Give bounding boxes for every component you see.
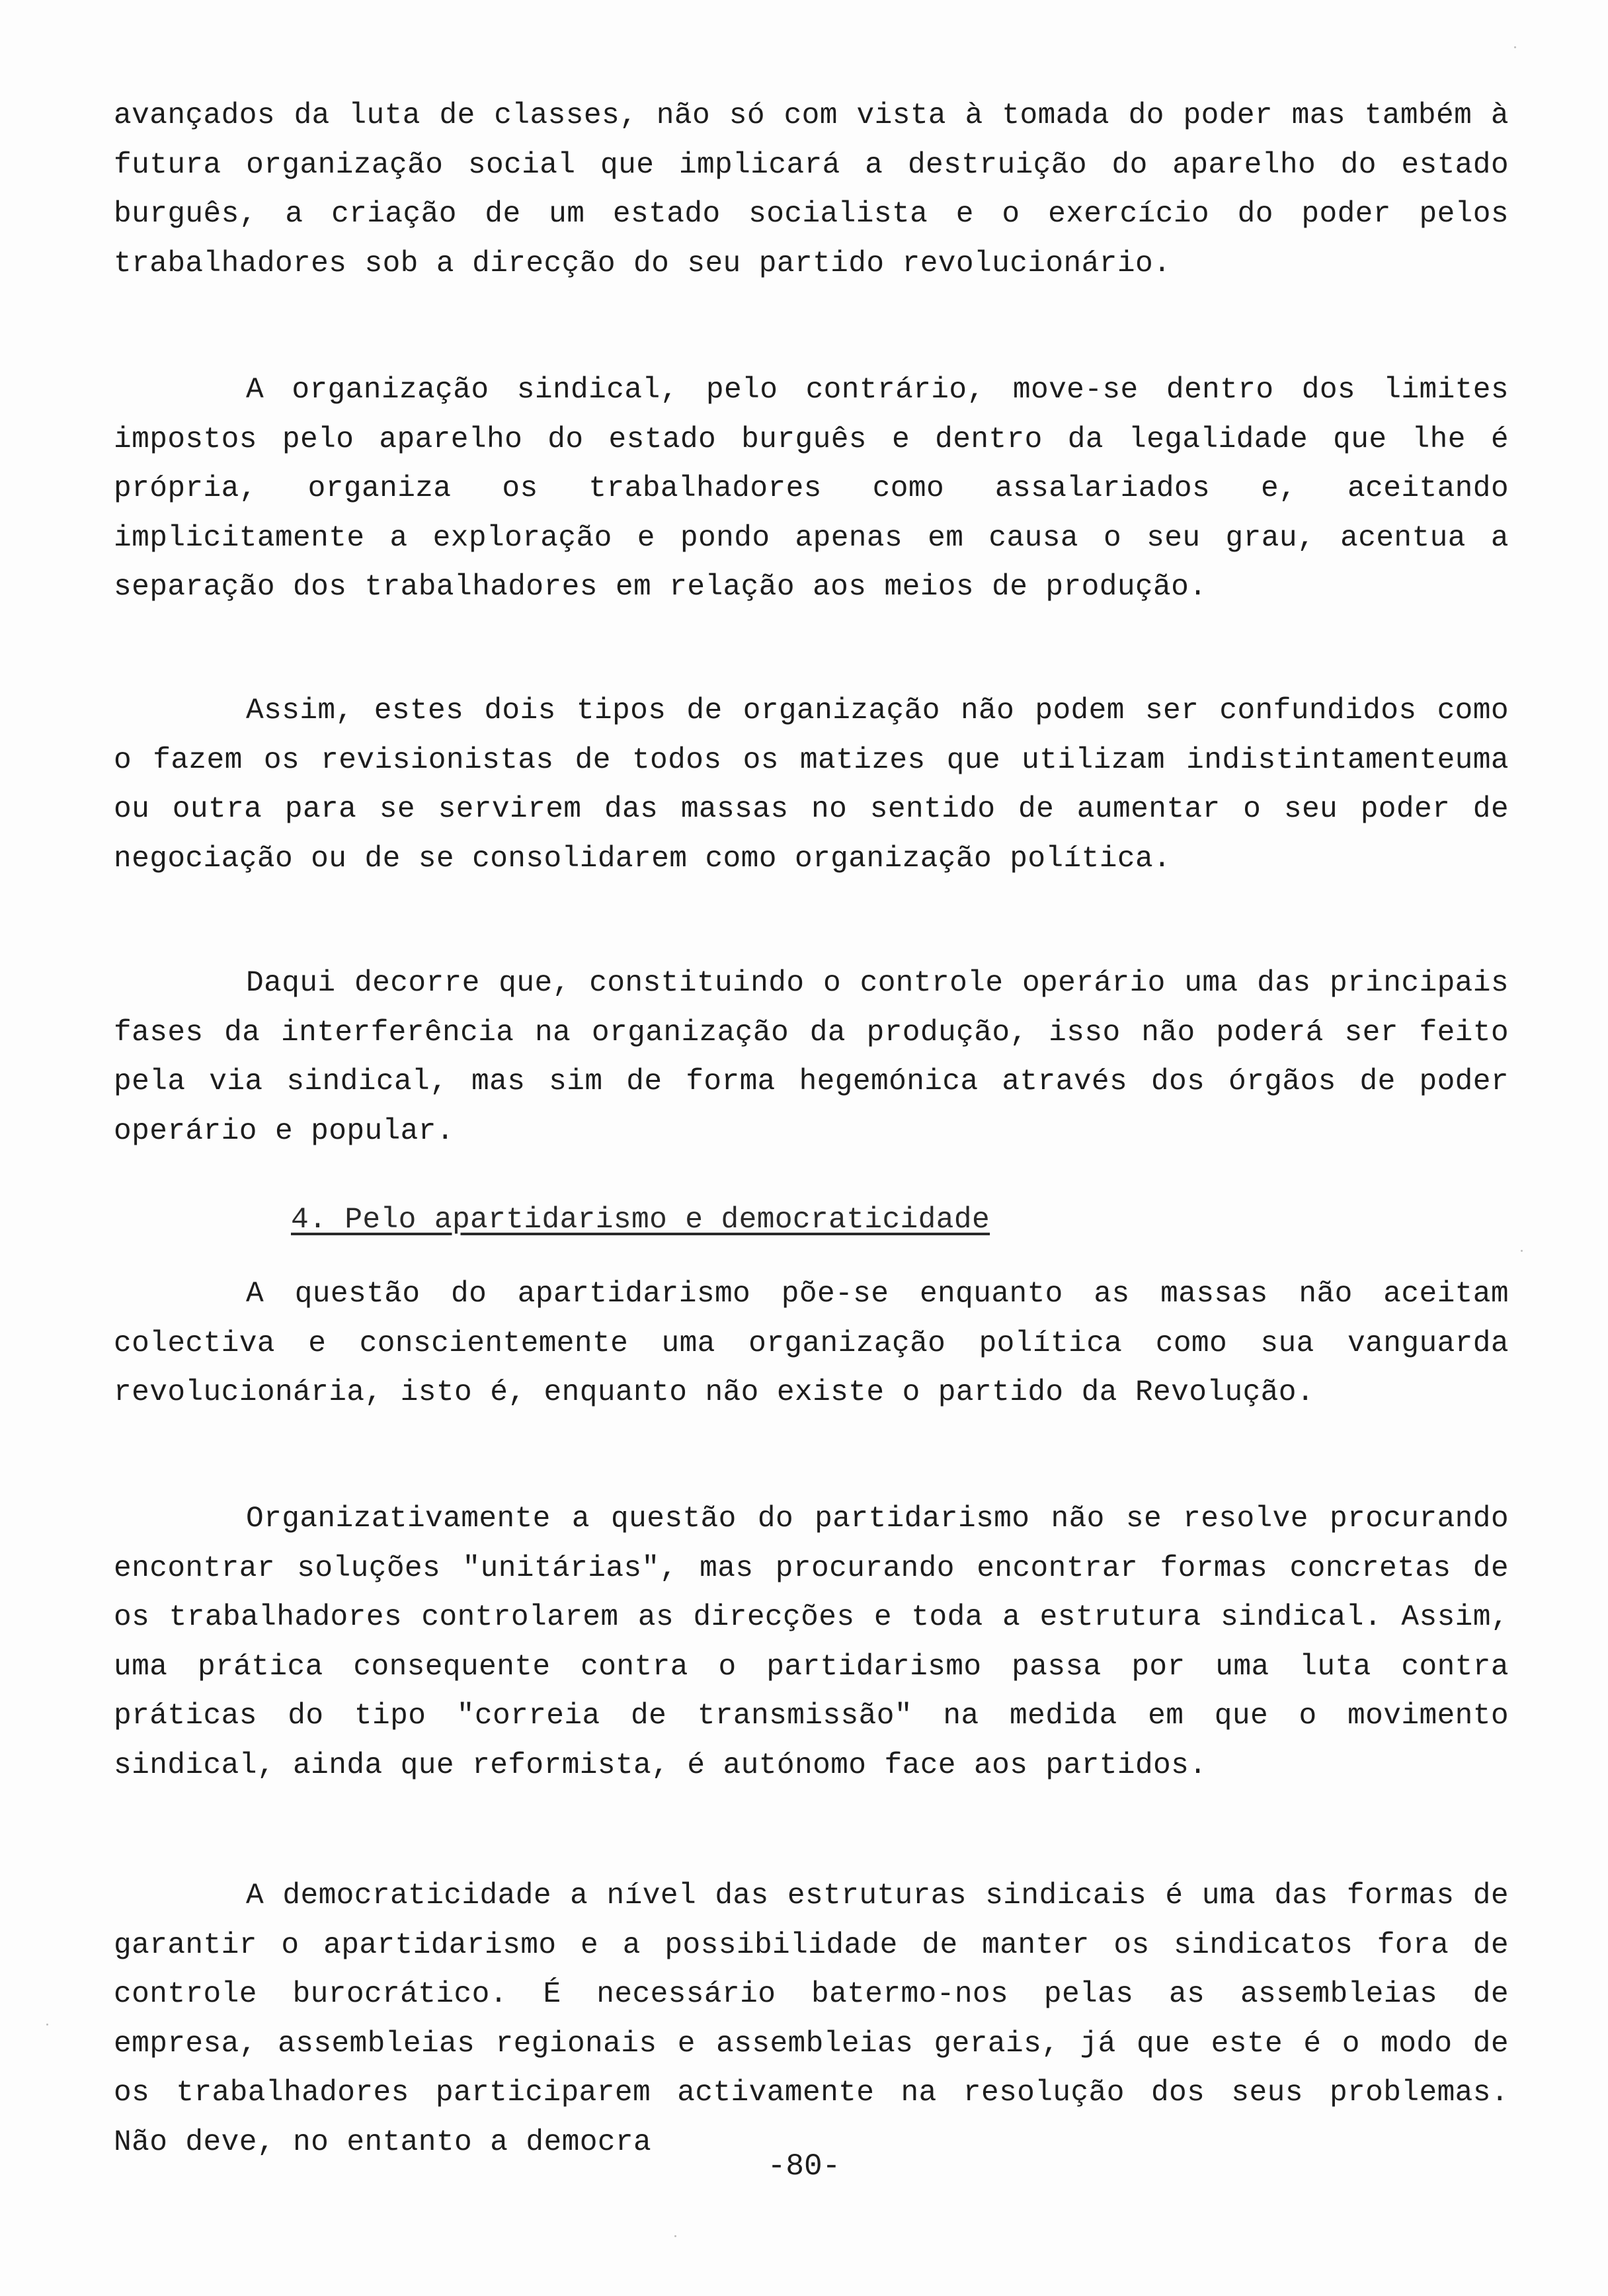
section-heading: 4. Pelo apartidarismo e democraticidade xyxy=(291,1204,990,1237)
paragraph-text: Assim, estes dois tipos de organização não podem ser confundidos como o fazem os revisionistas de todos os matizes que utilizam indistintamenteuma ou outra para se servirem das massas no sentido de aumentar o seu poder de negociação ou de se consolidarem como organização política. xyxy=(114,694,1509,876)
paragraph xyxy=(114,366,1509,612)
paragraph xyxy=(114,1871,1509,2167)
paragraph-text: A democraticidade a nível das estruturas sindicais é uma das formas de garantir o apartidarismo e a possibilidade de manter os sindicatos fora de controle burocrático. É necessário batermo-nos pelas as assembleias de empresa, assembleias regionais e assembleias gerais, já que este é o modo de os trabalhadores participarem activamente na resolução dos seus problemas. Não deve, no entanto a democra xyxy=(114,1879,1509,2159)
paper-speck xyxy=(1521,1250,1523,1252)
paragraph xyxy=(114,1270,1509,1418)
paragraph xyxy=(114,686,1509,883)
paragraph-text: Organizativamente a questão do partidarismo não se resolve procurando encontrar soluções "unitárias", mas procurando encontrar formas concretas de os trabalhadores controlarem as direcções e toda a estrutura sindical. Assim, uma prática consequente contra o partidarismo passa por uma luta contra práticas do tipo "correia de transmissão" na medida em que o movimento sindical, ainda que reformista, é autónomo face aos partidos. xyxy=(114,1502,1509,1782)
paragraph: avançados da luta de classes, não só com vista à tomada do poder mas também à futura organização social que implicará a destruição do aparelho do estado burguês, a criação de um estado socialista e o exercício do poder pelos trabalhadores sob a direcção do seu partido revolucionário. xyxy=(114,99,1509,280)
paper-speck xyxy=(46,2024,48,2026)
paragraph-text: A organização sindical, pelo contrário, move-se dentro dos limites impostos pelo aparelho do estado burguês e dentro da legalidade que lhe é própria, organiza os trabalhadores como assalariados e, aceitando implicitamente a exploração e pondo apenas em causa o seu grau, acentua a separação dos trabalhadores em relação aos meios de produção. xyxy=(114,374,1509,604)
page-number: -80- xyxy=(767,2149,841,2184)
paragraph-text: Daqui decorre que, constituindo o controle operário uma das principais fases da interferência na organização da produção, isso não poderá ser feito pela via sindical, mas sim de forma hegemónica através dos órgãos de poder operário e popular. xyxy=(114,967,1509,1148)
paragraph xyxy=(114,1495,1509,1790)
paper-speck xyxy=(674,2235,676,2237)
paragraph-text: A questão do apartidarismo põe-se enquanto as massas não aceitam colectiva e conscientemente uma organização política como sua vanguarda revolucionária, isto é, enquanto não existe o partido da Revolução. xyxy=(114,1278,1509,1409)
paper-speck xyxy=(1514,46,1516,48)
paragraph xyxy=(114,959,1509,1156)
